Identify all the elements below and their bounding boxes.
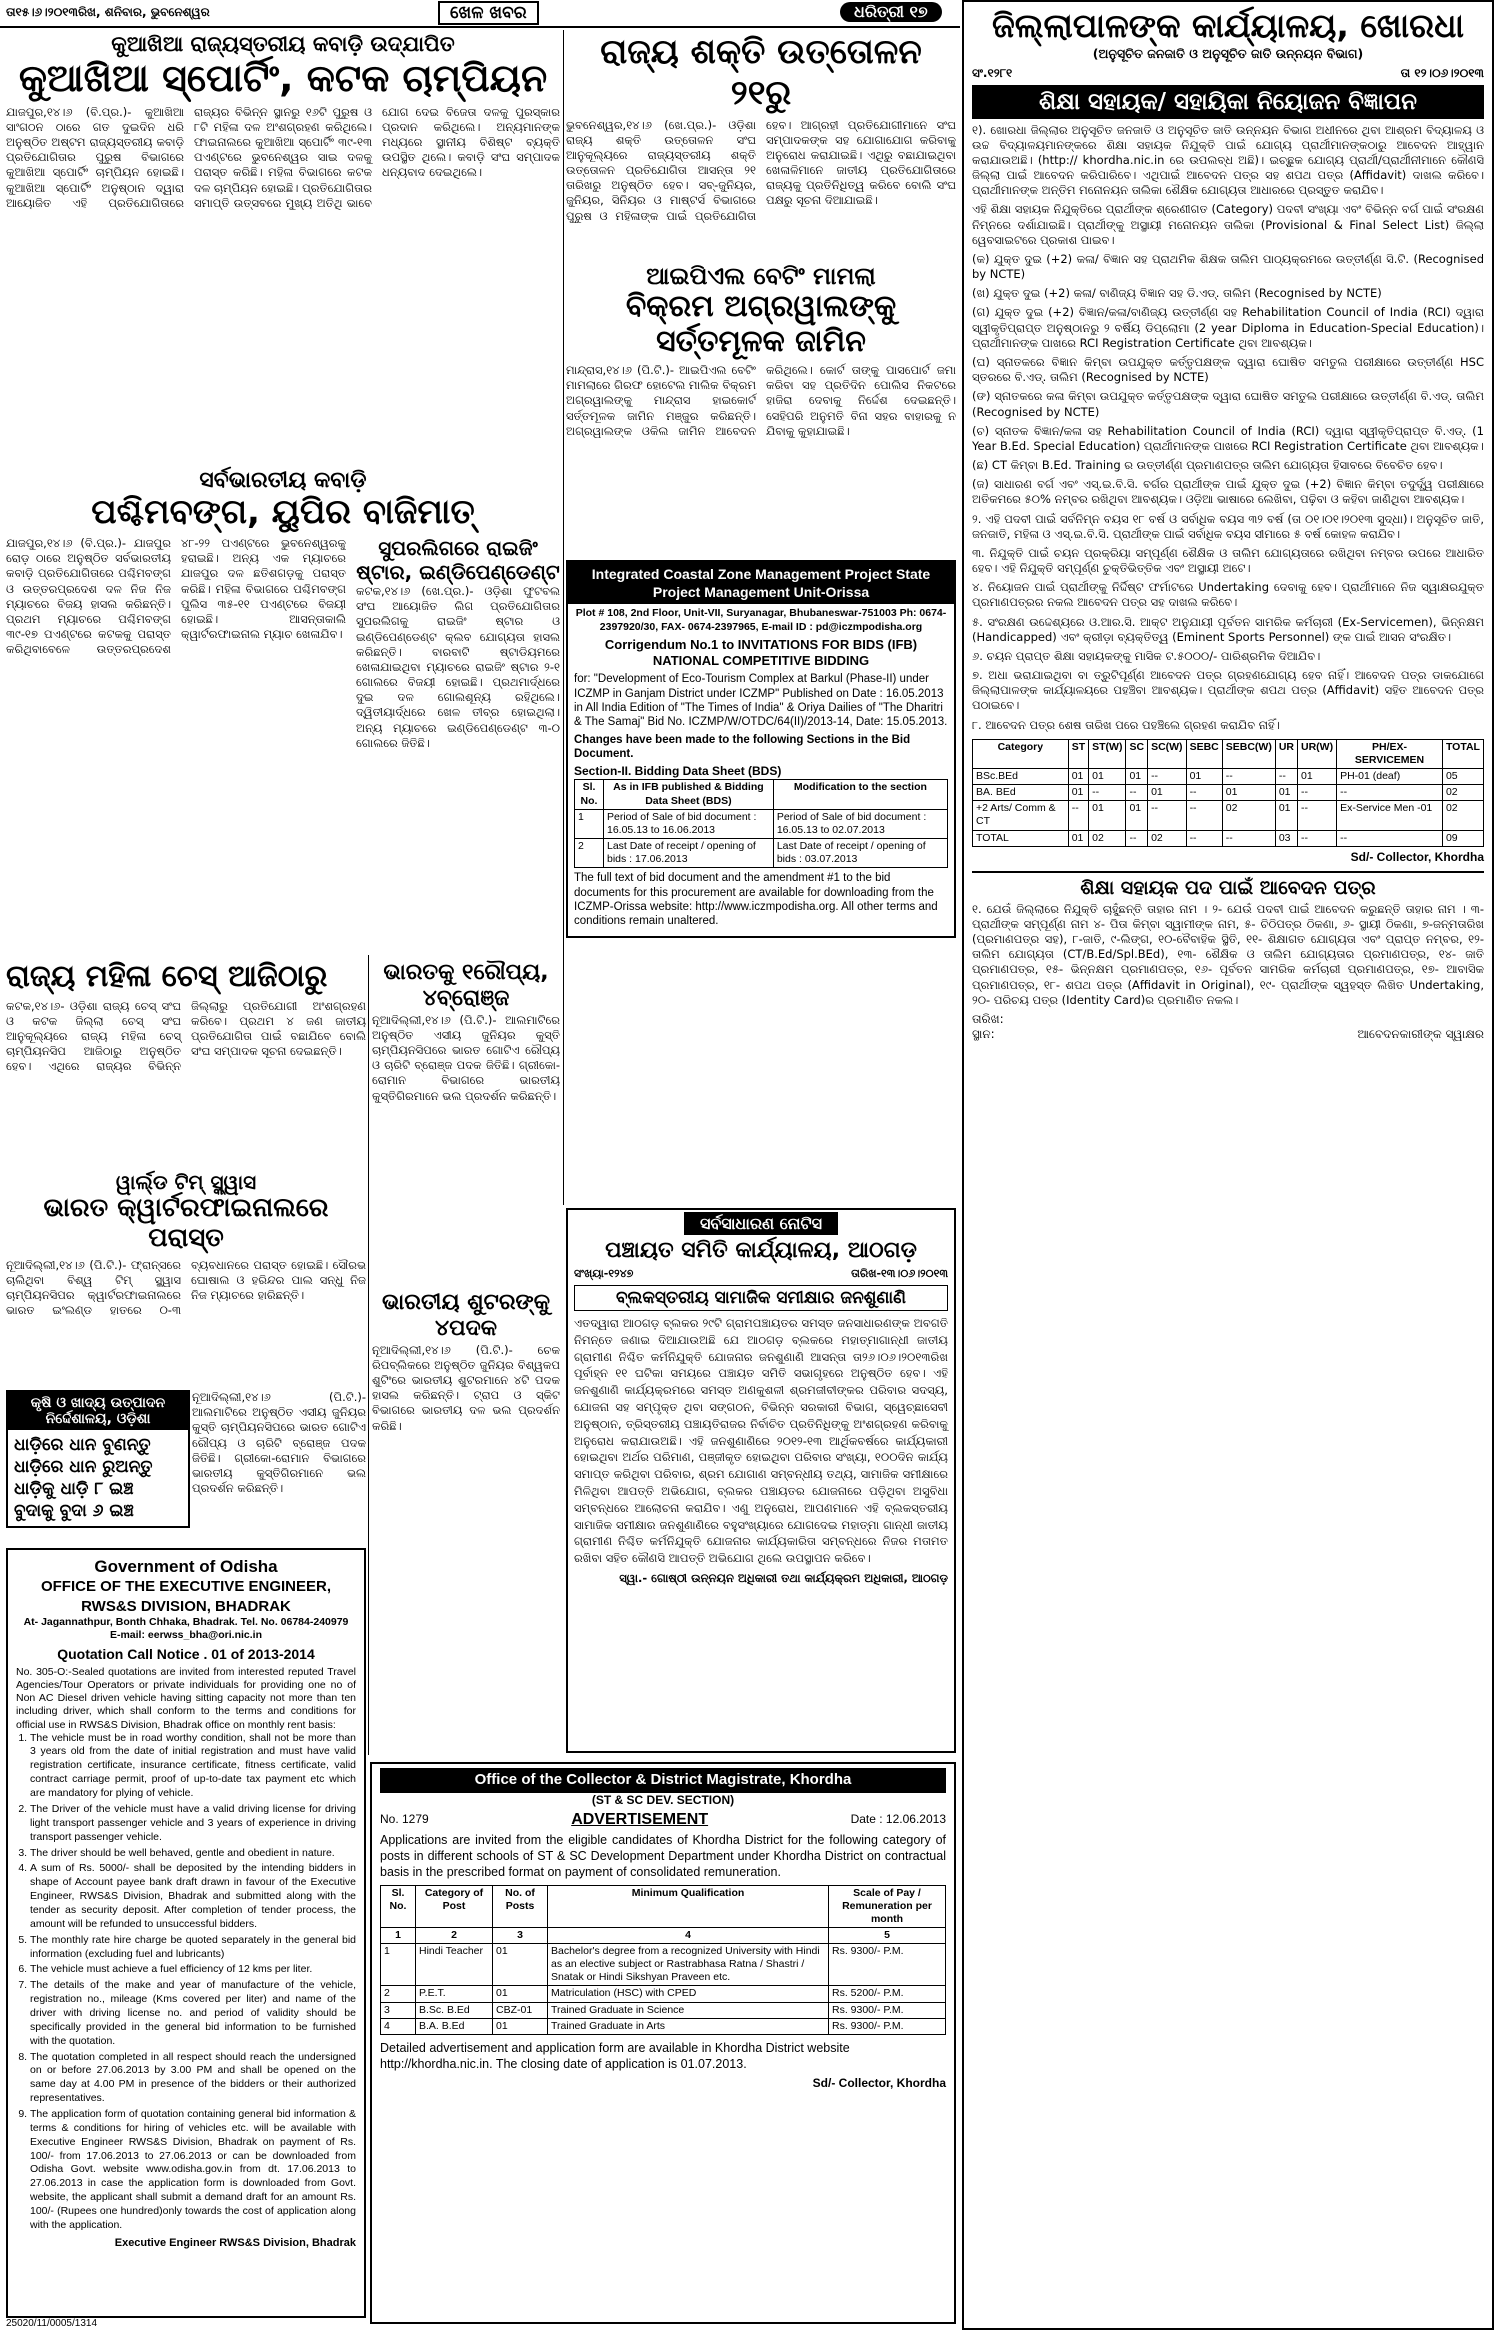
story-chess-headline: ରାଜ୍ୟ ମହିଳା ଚେସ୍ ଆଜିଠାରୁ [6, 959, 328, 994]
collector-ref-no: ସଂ.୧୨୮୧ [972, 65, 1013, 80]
story-shooting-headline: ଭାରତୀୟ ଶୁଟରଙ୍କୁ ୪ପଦକ [381, 1290, 551, 1342]
table-cell: -- [1068, 801, 1088, 830]
table-cell: 01 [1222, 785, 1275, 801]
quotation-code: 25020/11/0005/1314 [6, 2318, 98, 2329]
collector-point: ୧). ଖୋରଧା ଜିଲ୍ଲାର ଅନୁସୂଚିତ ଜନଜାତି ଓ ଅନୁସୂଚିତ ଜାତି ଉନ୍ନୟନ ବିଭାଗ ଅଧୀନରେ ଥିବା ଆଶ୍ରମ ବିଦ୍ୟାଳୟ ଓ ଉଚ୍ଚ ବିଦ୍ୟାଳୟମାନଙ୍କରେ ଶିକ୍ଷା ସହାୟକ ନିଯୁକ୍ତି ପାଇଁ ଯୋଗ୍ୟ ପ୍ରାର୍ଥୀମାନଙ୍କଠାରୁ ଆବେଦନ ଆହ୍ୱାନ କରାଯାଉଅଛି। (http:// khordha.nic.in ରେ ଉପଲବ୍ଧ ଅଛି)। ଇଚ୍ଛୁକ ଯୋଗ୍ୟ ପ୍ରାର୍ଥୀ/ପ୍ରାର୍ଥୀନୀମାନେ କୌଣସି ଜିଲ୍ଲା ପାଇଁ ଆବେଦନ କରିପାରିବେ। ଏଥିପାଇଁ ଆବେଦନ ପତ୍ର ସହ ଶପଥ ପତ୍ର (Affidavit) ଦାଖଲ କରିବେ। ପ୍ରାର୍ଥୀମାନଙ୍କ ଅନ୍ତିମ ମନୋନୟନ ତାଲିକା ଶୈକ୍ଷିକ ଯୋଗ୍ୟତା ଆଧାରରେ ପ୍ରସ୍ତୁତ କରାଯିବ। [972, 122, 1484, 198]
panchayat-body: ଏତଦ୍ୱାରା ଆଠଗଡ଼ ବ୍ଲକର ୨୯ଟି ଗ୍ରାମପଞ୍ଚାୟତର ସମସ୍ତ ଜନସାଧାରଣଙ୍କ ଅବଗତି ନିମନ୍ତେ ଜଣାଇ ଦିଆଯାଉଅଛି ଯେ ଆଠଗଡ଼ ବ୍ଲକରେ ମହାତ୍ମାଗାନ୍ଧୀ ଜାତୀୟ ଗ୍ରାମୀଣ ନିଶ୍ଚିତ କର୍ମନିଯୁକ୍ତି ଯୋଜନାର ଜନଶୁଣାଣି ଆସନ୍ତା ତା୨୬।୦୬।୨୦୧୩ରିଖ ପୂର୍ବାହ୍ନ ୧୧ ଘଟିକା ସମୟରେ ପଞ୍ଚାୟତ ସମିତି ସଭାଗୃହରେ ଅନୁଷ୍ଠିତ ହେବ। ଏହି ଜନଶୁଣାଣି କାର୍ଯ୍ୟକ୍ରମରେ ସମସ୍ତ ଅଣକୁଶଳୀ ଶ୍ରମଜୀବୀଙ୍କର ପରିବାର ସଦସ୍ୟ, ଯୋଜନା ସହ ସମ୍ପୃକ୍ତ ଥିବା ସଙ୍ଗଠନ, ବିଭିନ୍ନ ସରକାରୀ ବିଭାଗ, ସ୍ୱେଚ୍ଛାସେବୀ ଅନୁଷ୍ଠାନ, ତ୍ରିସ୍ତରୀୟ ପଞ୍ଚାୟତିରାଜର ନିର୍ବାଚିତ ପ୍ରତିନିଧିଙ୍କୁ ଅଂଶଗ୍ରହଣ କରିବାକୁ ଅନୁରୋଧ କରାଯାଉଅଛି। ଏହି ଜନଶୁଣାଣିରେ ୨୦୧୨-୧୩ ଆର୍ଥିକବର୍ଷରେ କାର୍ଯ୍ୟକାରୀ ହୋଇଥିବା ଅର୍ଥର ପରିମାଣ, ପଞ୍ଜୀକୃତ ହୋଇଥିବା ପରିବାର ସଂଖ୍ୟା, ୧୦୦ଦିନ କାର୍ଯ୍ୟ ସମାପ୍ତ କରିଥିବା ପରିବାର, ଶ୍ରମ ଯୋଗାଣ ସମ୍ବନ୍ଧୀୟ ତଥ୍ୟ, ସାମାଜିକ ସମୀକ୍ଷାରେ ମିଳିଥିବା ଆପତ୍ତି ଅଭିଯୋଗ, ବ୍ଲକର ପଞ୍ଚାୟତର ଯୋଜନାରେ ପଡ଼ିଥିବା ଅସୁବିଧା ସମ୍ବନ୍ଧରେ ଆଲୋଚନା କରାଯିବ। ଏଣୁ ଅନୁରୋଧ, ଆପଣମାନେ ଏହି ବ୍ଲକସ୍ତରୀୟ ସାମାଜିକ ସମୀକ୍ଷାର ଜନଶୁଣାଣିରେ ବହୁସଂଖ୍ୟାରେ ଯୋଗଦେଇ ମହାତ୍ମା ଗାନ୍ଧୀ ଜାତୀୟ ଗ୍ରାମୀଣ ନିଶ୍ଚିତ କର୍ମନିଯୁକ୍ତି ଯୋଜନାର କାର୍ଯ୍ୟକାରିତା ସମ୍ବନ୍ଧରେ ନିଜର ମତାମତ ରଖିବା ସହିତ କୌଣସି ଆପତ୍ତି ଅଭିଯୋଗ ଥିଲେ ଉପସ୍ଥାପନ କରିବେ। [574, 1316, 948, 1566]
table-head-cell: Sl. No. [381, 1885, 416, 1927]
collector-point: ୩. ନିଯୁକ୍ତି ପାଇଁ ଚୟନ ପ୍ରକ୍ରିୟା ସମ୍ପୂର୍ଣ୍ଣ ଶୈକ୍ଷିକ ଓ ତାଲିମ ଯୋଗ୍ୟତାରେ ରଖିଥିବା ନମ୍ବର ଉପରେ ଆଧାରିତ ହେବ। ଏହି ନିଯୁକ୍ତି ସମ୍ପୂର୍ଣ୍ଣ ଚୁକ୍ତିଭିତ୍ତିକ ଏବଂ ଅସ୍ଥାୟୀ ଅଟେ। [972, 545, 1484, 576]
panchayat-title: ବ୍ଲକସ୍ତରୀୟ ସାମାଜିକ ସମୀକ୍ଷାର ଜନଶୁଣାଣି [574, 1285, 948, 1311]
story-kuakhia-body: ଯାଜପୁର,୧୪।୬ (ବି.ପ୍ର.)- କୁଆଖିଆ ସାଂଗଠନ ଠାରେ ଗତ ଦୁଇଦିନ ଧରି ଅନୁଷ୍ଠିତ ଅଷ୍ଟମ ରାଜ୍ୟସ୍ତରୀୟ କବାଡ଼ି ପ୍ରତିଯୋଗିତାର ପୁରୁଷ ବିଭାଗରେ କୁଆଖିଆ ସ୍ପୋର୍ଟିଂ ଚାମ୍ପିୟନ ହୋଇଛି। କୁଆଖିଆ ସ୍ପୋର୍ଟିଂ ଅନୁଷ୍ଠାନ ଦ୍ୱାରା ଆୟୋଜିତ ଏହି ପ୍ରତିଯୋଗିତାରେ ରାଜ୍ୟର ବିଭିନ୍ନ ସ୍ଥାନରୁ ୧୬ଟି ପୁରୁଷ ଓ ୮ଟି ମହିଳା ଦଳ ଅଂଶଗ୍ରହଣ କରିଥିଲେ। ଫାଇନାଲରେ କୁଆଖିଆ ସ୍ପୋର୍ଟିଂ ୩୯-୧୩ ପଏଣ୍ଟରେ ଭୁବନେଶ୍ୱର ସାଇ ଦଳକୁ ପରାସ୍ତ କରିଛି। ମହିଳା ବିଭାଗରେ କଟକ ଦଳ ଚାମ୍ପିୟନ ହୋଇଛି। ପ୍ରତିଯୋଗିତାର ସମାପ୍ତି ଉତ୍ସବରେ ମୁଖ୍ୟ ଅତିଥି ଭାବେ ଯୋଗ ଦେଇ ବିଜେତା ଦଳକୁ ପୁରସ୍କାର ପ୍ରଦାନ କରିଥିଲେ। ଅନ୍ୟମାନଙ୍କ ମଧ୍ୟରେ ସ୍ଥାନୀୟ ବିଶିଷ୍ଟ ବ୍ୟକ୍ତି ଉପସ୍ଥିତ ଥିଲେ। କବାଡ଼ି ସଂଘ ସମ୍ପାଦକ ଧନ୍ୟବାଦ ଦେଇଥିଲେ। [6, 104, 560, 210]
table-head-cell: SC [1126, 739, 1148, 768]
iczm-footer: The full text of bid document and the amendment #1 to the bid documents for this procurement are available for downloading from the ICZMP-Orissa website: http://www.iczmpodisha.org. All other terms and conditions remain unaltered. [574, 872, 938, 928]
collector-point: (କ) ଯୁକ୍ତ ଦୁଇ (+2) କଳା/ ବିଜ୍ଞାନ ସହ ପ୍ରାଥମିକ ଶିକ୍ଷକ ତାଲିମ ପାଠ୍ୟକ୍ରମରେ ଉତ୍ତୀର୍ଣ୍ଣ ସି.ଟି. (Recognised by NCTE) [972, 251, 1484, 282]
table-cell: Trained Graduate in Arts [548, 2018, 829, 2034]
story-ipl [566, 262, 956, 557]
story-kuakhia-kicker: କୁଆଖିଆ ରାଜ୍ୟସ୍ତରୀୟ କବାଡ଼ି ଉଦ୍‌ଯାପିତ [111, 32, 455, 56]
table-cell: P.E.T. [416, 1986, 493, 2002]
table-cell: 01 [1068, 830, 1088, 846]
table-cell: 05 [1442, 769, 1483, 785]
column-rule [368, 955, 369, 1755]
story-kabaddi-kicker: ସର୍ବଭାରତୀୟ କବାଡ଼ି [199, 468, 367, 493]
collector-point: ୬. ଚୟନ ପ୍ରାପ୍ତ ଶିକ୍ଷା ସହାୟକଙ୍କୁ ମାସିକ ଟ.୫୦୦୦/- ପାରିଶ୍ରମିକ ଦିଆଯିବ। [972, 648, 1321, 663]
table-cell: Last Date of receipt / opening of bids : 17.06.2013 [604, 838, 774, 867]
quotation-email: E-mail: eerwss_bha@ori.nic.in [109, 1629, 263, 1642]
table-cell: Ex-Service Men -01 [1337, 801, 1443, 830]
table-cell: -- [1126, 785, 1148, 801]
collector-subtitle: (ଅନୁସୂଚିତ ଜନଜାତି ଓ ଅନୁସୂଚିତ ଜାତି ଉନ୍ନୟନ ବିଭାଗ) [1092, 45, 1364, 61]
collector-point: ୭. ଅଧା ଭରାଯାଇଥିବା ବା ତ୍ରୁଟିପୂର୍ଣ୍ଣ ଆବେଦନ ପତ୍ର ଗ୍ରହଣଯୋଗ୍ୟ ହେବ ନାହିଁ। ଆବେଦନ ପତ୍ର ଡାକଯୋଗେ ଜିଲ୍ଲାପାଳଙ୍କ କାର୍ଯ୍ୟାଳୟରେ ପହଞ୍ଚିବା ଆବଶ୍ୟକ। ପ୍ରାର୍ଥୀଙ୍କ ଶପଥ ପତ୍ର (Affidavit) ସହିତ ଆବେଦନ ପତ୍ର ପଠାଇବେ। [972, 668, 1484, 713]
panchayat-banner: ସର୍ବସାଧାରଣ ନୋଟିସ [684, 1212, 838, 1235]
story-superleague-headline: ସୁପରଲିଗରେ ରାଇଜିଂ ଷ୍ଟାର, ଇଣ୍ଡିପେଣ୍ଡେଣ୍ଟ [356, 536, 560, 585]
collector-sign: Sd/- Collector, Khordha [1350, 849, 1484, 864]
collector-point: ୫. ସଂରକ୍ଷଣ ଉଦ୍ଦେଶ୍ୟରେ ଓ.ଆର.ସି. ଆକ୍ଟ ଅନୁଯାୟୀ ପୂର୍ବତନ ସାମରିକ କର୍ମଚାରୀ (Ex-Servicemen), ଭିନ୍ନକ୍ଷମ (Handicapped) ଏବଂ କ୍ରୀଡ଼ା ବ୍ୟକ୍ତିତ୍ୱ (Eminent Sports Personnel) ଙ୍କ ପାଇଁ ଆସନ ସଂରକ୍ଷିତ। [972, 614, 1484, 644]
story-kabaddi-body: ଯାଜପୁର,୧୪।୬ (ବି.ପ୍ର.)- ଯାଜପୁର ରୋଡ଼ ଠାରେ ଅନୁଷ୍ଠିତ ସର୍ବଭାରତୀୟ କବାଡ଼ି ପ୍ରତିଯୋଗିତାରେ ପଶ୍ଚିମବଙ୍ଗ ଓ ଉତ୍ତରପ୍ରଦେଶ ଦଳ ନିଜ ନିଜ ମ୍ୟାଚରେ ବିଜୟ ହାସଲ କରିଛନ୍ତି। ପ୍ରଥମ ମ୍ୟାଚରେ ପଶ୍ଚିମବଙ୍ଗ ୩୯-୧୭ ପଏଣ୍ଟରେ କଟକକୁ ପରାସ୍ତ କରିଥିବାବେଳେ ଉତ୍ତରପ୍ରଦେଶ ୪୮-୨୨ ପଏଣ୍ଟରେ ଭୁବନେଶ୍ୱରକୁ ହରାଇଛି। ଅନ୍ୟ ଏକ ମ୍ୟାଚରେ ଯାଜପୁର ଦଳ ଛତିଶଗଡ଼କୁ ପରାସ୍ତ କରିଛି। ମହିଳା ବିଭାଗରେ ପଶ୍ଚିମବଙ୍ଗ ପୁଲିସ ୩୫-୧୧ ପଏଣ୍ଟରେ ବିଜୟୀ ହୋଇଛି। ଆସନ୍ତାକାଲି କ୍ୱାର୍ଟରଫାଇନାଲ ମ୍ୟାଚ ଖେଳାଯିବ। [6, 536, 346, 657]
table-head-cell: 3 [493, 1927, 548, 1943]
quotation-terms [16, 1732, 356, 2233]
iczm-changes: Changes have been made to the following Sections in the Bid Document. [574, 733, 911, 760]
collector-point: ୪. ନିୟୋଜନ ପାଇଁ ପ୍ରାର୍ଥୀଙ୍କୁ ନିର୍ଦ୍ଦିଷ୍ଟ ଫର୍ମାଟରେ Undertaking ଦେବାକୁ ହେବ। ପ୍ରାର୍ଥୀମାନେ ନିଜ ସ୍ୱାକ୍ଷରଯୁକ୍ତ ପ୍ରମାଣପତ୍ରର ନକଲ ଆବେଦନ ପତ୍ର ସହ ଦାଖଲ କରିବେ। [972, 580, 1484, 610]
table-cell: 01 [493, 1986, 548, 2002]
khordha-adv-body: Applications are invited from the eligible candidates of Khordha District for the following category of posts in different schools of ST & SC Development Department under Khordha District on contractual basis in the prescribed format on payment of consolidated remuneration. [380, 1832, 946, 1880]
story-chess-body: କଟକ,୧୪।୬- ଓଡ଼ିଶା ରାଜ୍ୟ ଚେସ୍ ସଂଘ ଓ କଟକ ଜିଲ୍ଲା ଚେସ୍ ସଂଘ ଆନୁକୂଲ୍ୟରେ ରାଜ୍ୟ ମହିଳା ଚେସ୍ ଚାମ୍ପିୟନସିପ ଆଜିଠାରୁ ଅନୁଷ୍ଠିତ ହେବ। ଏଥିରେ ରାଜ୍ୟର ବିଭିନ୍ନ ଜିଲ୍ଲାରୁ ପ୍ରତିଯୋଗୀ ଅଂଶଗ୍ରହଣ କରିବେ। ପ୍ରଥମ ୪ ଜଣ ଜାତୀୟ ପ୍ରତିଯୋଗିତା ପାଇଁ ବଛାଯିବେ ବୋଲି ସଂଘ ସମ୍ପାଦକ ସୂଚନା ଦେଇଛନ୍ତି। [6, 998, 366, 1074]
table-cell: 02 [1148, 830, 1187, 846]
ad-krushi-title: କୃଷି ଓ ଖାଦ୍ୟ ଉତ୍ପାଦନ ନିର୍ଦ୍ଦେଶାଳୟ, ଓଡ଼ିଶା [8, 1392, 188, 1430]
quotation-term: 9. The application form of quotation containing general bid information & terms & conditions for hiring of vehicles etc. will be available with Executive Engineer RWS&S Division, Bhadrak on payment of Rs. 100/- from 17.06.2013 to 27.06.2013 or can be downloaded from Odisha Govt. website www.odisha.gov.in from dt. 17.06.2013 to 27.06.2013 in case the application form is downloaded from Govt. website, the applicant shall submit a demand draft for an amount Rs. 100/- (Rupees one hundred)only towards the cost of application along with the application. [30, 2108, 356, 2233]
ad-krushi-line: ବୁଦାକୁ ବୁଦା ୬ ଇଞ୍ଚ [14, 1501, 134, 1522]
iczm-body: for: "Development of Eco-Tourism Complex at Barkul (Phase-II) under ICZMP in Ganjam District under ICZMP" Published on Date : 16.05.2013 in All India Edition of "The Times of India" & Oriya Dailies of "The Dharitri & The Samaj" Bid No. ICZMP/W/OTDC/64(II)/2013-14, Date: 15.05.2013. [574, 673, 948, 729]
story-squash [6, 1170, 366, 1357]
collector-title: ଜିଲ୍ଲାପାଳଙ୍କ କାର୍ଯ୍ୟାଳୟ, ଖୋରଧା [991, 6, 1465, 45]
story-bronze-body: ନୂଆଦିଲ୍ଲୀ,୧୪।୬ (ପି.ଟି.)- ଆଲମାଟିରେ ଅନୁଷ୍ଠିତ ଏସୀୟ ଜୁନିୟର କୁସ୍ତି ଚାମ୍ପିୟନସିପରେ ଭାରତ ଗୋଟିଏ ରୌପ୍ୟ ଓ ଚାରିଟି ବ୍ରୋଞ୍ଜ ପଦକ ଜିତିଛି। ଗ୍ରୀକୋ-ରୋମାନ ବିଭାଗରେ ଭାରତୀୟ କୁସ୍ତିଗିରମାନେ ଭଲ ପ୍ରଦର୍ଶନ କରିଛନ୍ତି। [372, 1012, 560, 1103]
story-ipl-kicker: ଆଇପିଏଲ ବେଟିଂ ମାମଲା [646, 262, 876, 290]
table-cell: +2 Arts/ Comm & CT [973, 801, 1069, 830]
quotation-office: OFFICE OF THE EXECUTIVE ENGINEER, RWS&S DIVISION, BHADRAK [40, 1578, 332, 1615]
collector-point: (ଜ) ସାଧାରଣ ବର୍ଗ ଏବଂ ଏସ୍.ଇ.ବି.ସି. ବର୍ଗର ପ୍ରାର୍ଥୀଙ୍କ ପାଇଁ ଯୁକ୍ତ ଦୁଇ (+2) ବିଜ୍ଞାନ କିମ୍ବା ତଦୁର୍ଦ୍ଧ୍ୱ ପରୀକ୍ଷାରେ ଅତିକମରେ ୫୦% ନମ୍ବର ରଖିଥିବା ଆବଶ୍ୟକ। ଓଡ଼ିଆ ଭାଷାରେ ଲେଖିବା, ପଢ଼ିବା ଓ କହିବା ଜାଣିଥିବା ଆବଶ୍ୟକ। [972, 477, 1484, 507]
table-head-cell: Category [973, 739, 1069, 768]
dateline: ତା୧୫।୬।୨୦୧୩ରିଖ, ଶନିବାର, ଭୁବନେଶ୍ୱର [6, 5, 210, 19]
table-head-cell: ST(W) [1089, 739, 1126, 768]
quotation-term: 3. The driver should be well behaved, gentle and obedient in nature. [30, 1847, 356, 1861]
story-superleague-body: କଟକ,୧୪।୬ (ଖେ.ପ୍ର.)- ଓଡ଼ିଶା ଫୁଟବଲ ସଂଘ ଆୟୋଜିତ ଲିଗ ପ୍ରତିଯୋଗିତାର ସୁପରଲିଗକୁ ରାଇଜିଂ ଷ୍ଟାର ଓ ଇଣ୍ଡିପେଣ୍ଡେଣ୍ଟ କ୍ଲବ ଯୋଗ୍ୟତା ହାସଲ କରିଛନ୍ତି। ବାରବାଟି ଷ୍ଟାଡିୟମରେ ଖେଳାଯାଇଥିବା ମ୍ୟାଚରେ ରାଇଜିଂ ଷ୍ଟାର ୨-୧ ଗୋଲରେ ବିଜୟୀ ହୋଇଛି। ପ୍ରଥମାର୍ଦ୍ଧରେ ଦୁଇ ଦଳ ଗୋଲଶୂନ୍ୟ ରହିଥିଲେ। ଦ୍ୱିତୀୟାର୍ଦ୍ଧରେ ଖେଳ ତୀବ୍ର ହୋଇଥିଲା। ଅନ୍ୟ ମ୍ୟାଚରେ ଇଣ୍ଡିପେଣ୍ଡେଣ୍ଟ ୩-୦ ଗୋଲରେ ଜିତିଛି। [356, 584, 560, 750]
table-cell: 01 [1089, 769, 1126, 785]
table-cell: 02 [1442, 801, 1483, 830]
table-cell: 01 [1275, 785, 1297, 801]
application-title: ଶିକ୍ଷା ସହାୟକ ପଦ ପାଇଁ ଆବେଦନ ପତ୍ର [1080, 876, 1376, 899]
table-cell: Rs. 9300/- P.M. [829, 1944, 946, 1986]
table-cell: 01 [493, 1944, 548, 1986]
table-cell: 01 [1275, 801, 1297, 830]
table-cell: -- [1089, 785, 1126, 801]
khordha-adv-sign: Sd/- Collector, Khordha [812, 2076, 946, 2091]
khordha-adv-table [380, 1885, 946, 2035]
iczm-col-head: Modification to the section [773, 780, 947, 809]
story-shooting-body: ନୂଆଦିଲ୍ଲୀ,୧୪।୬ (ପି.ଟି.)- ଚେକ ରିପବ୍ଲିକରେ ଅନୁଷ୍ଠିତ ଜୁନିୟର ବିଶ୍ୱକପ ଶୁଟିଂରେ ଭାରତୀୟ ଶୁଟରମାନେ ୪ଟି ପଦକ ହାସଲ କରିଛନ୍ତି। ଟ୍ରାପ ଓ ସ୍କିଟ ବିଭାଗରେ ଭାରତୀୟ ଦଳ ଭଲ ପ୍ରଦର୍ଶନ କରିଛି। [372, 1342, 560, 1433]
iczm-table [574, 779, 948, 868]
application-form [972, 871, 1484, 1042]
application-date: ତାରିଖ: [972, 1011, 1004, 1026]
panchayat-sign: ସ୍ୱା.- ଗୋଷ୍ଠୀ ଉନ୍ନୟନ ଅଧିକାରୀ ତଥା କାର୍ଯ୍ୟକ୍ରମ ଅଧିକାରୀ, ଆଠଗଡ଼ [619, 1570, 948, 1585]
table-head-cell: PH/EX-SERVICEMEN [1337, 739, 1443, 768]
iczm-title: Integrated Coastal Zone Management Project State Project Management Unit-Orissa [568, 562, 954, 604]
collector-point: (ଚ) ସ୍ନାତକ ବିଜ୍ଞାନ/କଳା ସହ Rehabilitation Council of India (RCI) ଦ୍ୱାରା ସ୍ୱୀକୃତିପ୍ରାପ୍ତ ବି.ଏଡ୍. (1 Year B.Ed. Special Education) ପ୍ରାର୍ଥୀମାନଙ୍କ ପାଖରେ RCI Registration Certificate ଥିବା ଆବଶ୍ୟକ। [972, 423, 1484, 453]
table-cell: 01 [1186, 769, 1222, 785]
section-label: ଖେଳ ଖବର [438, 1, 539, 25]
story-powerlifting [566, 32, 956, 292]
ad-krushi [6, 1390, 190, 1528]
table-row [381, 1944, 946, 1986]
khordha-adv-date: Date : 12.06.2013 [850, 1812, 946, 1827]
table-cell: -- [1186, 785, 1222, 801]
panchayat-office: ପଞ୍ଚାୟତ ସମିତି କାର୍ଯ୍ୟାଳୟ, ଆଠଗଡ଼ [605, 1238, 917, 1263]
ad-krushi-line: ଧାଡ଼ିକୁ ଧାଡ଼ି ୮ ଇଞ୍ଚ [14, 1479, 134, 1500]
table-cell: 01 [493, 2018, 548, 2034]
iczm-section: Section-II. Bidding Data Sheet (BDS) [574, 764, 782, 779]
table-head-cell: SEBC(W) [1222, 739, 1275, 768]
collector-point: ଏହି ଶିକ୍ଷା ସହାୟକ ନିଯୁକ୍ତିରେ ପ୍ରାର୍ଥୀଙ୍କ ଶ୍ରେଣୀଗତ (Category) ପଦବୀ ସଂଖ୍ୟା ଏବଂ ବିଭିନ୍ନ ବର୍ଗ ପାଇଁ ସଂରକ୍ଷଣ ନିମ୍ନରେ ଦର୍ଶାଯାଇଛି। ପ୍ରାର୍ଥୀଙ୍କୁ ଅସ୍ଥାୟୀ ମନୋନୟନ ତାଲିକା (Provisional & Final Select List) ଜିଲ୍ଲା ୱେବସାଇଟରେ ପ୍ରକାଶ ପାଇବ। [972, 202, 1484, 247]
panchayat-notice [566, 1208, 956, 1753]
table-cell: -- [1298, 830, 1337, 846]
quotation-term: 2. The Driver of the vehicle must have a valid driving license for driving light transport passenger vehicle and 3 years of experience in driving transport passenger vehicle. [30, 1803, 356, 1845]
story-powerlifting-body: ଭୁବନେଶ୍ୱର,୧୪।୬ (ଖେ.ପ୍ର.)- ଓଡ଼ିଶା ରାଜ୍ୟ ଶକ୍ତି ଉତ୍ତୋଳନ ସଂଘ ଆନୁକୂଲ୍ୟରେ ରାଜ୍ୟସ୍ତରୀୟ ଶକ୍ତି ଉତ୍ତୋଳନ ପ୍ରତିଯୋଗିତା ଆସନ୍ତା ୨୧ ତାରିଖରୁ ଅନୁଷ୍ଠିତ ହେବ। ସବ୍-ଜୁନିୟର, ଜୁନିୟର, ସିନିୟର ଓ ମାଷ୍ଟର୍ସ ବିଭାଗରେ ପୁରୁଷ ଓ ମହିଳାଙ୍କ ପାଇଁ ପ୍ରତିଯୋଗିତା ହେବ। ଆଗ୍ରହୀ ପ୍ରତିଯୋଗୀମାନେ ସଂଘ ସମ୍ପାଦକଙ୍କ ସହ ଯୋଗାଯୋଗ କରିବାକୁ ଅନୁରୋଧ କରାଯାଇଛି। ଏଥିରୁ ବଛାଯାଇଥିବା ଖେଳାଳିମାନେ ଜାତୀୟ ପ୍ରତିଯୋଗିତାରେ ରାଜ୍ୟକୁ ପ୍ରତିନିଧିତ୍ୱ କରିବେ ବୋଲି ସଂଘ ପକ୍ଷରୁ ସୂଚନା ଦିଆଯାଇଛି। [566, 117, 956, 223]
quotation-term: 6. The vehicle must achieve a fuel efficiency of 12 kms per liter. [30, 1963, 356, 1977]
table-head-cell: 5 [829, 1927, 946, 1943]
khordha-advertisement [370, 1762, 956, 2324]
collector-banner: ଶିକ୍ଷା ସହାୟକ/ ସହାୟିକା ନିୟୋଜନ ବିଜ୍ଞାପନ [972, 85, 1484, 119]
table-cell: CBZ-01 [493, 2002, 548, 2018]
table-head-cell: SC(W) [1148, 739, 1187, 768]
table-cell: B.Sc. B.Ed [416, 2002, 493, 2018]
quotation-intro: No. 305-O:-Sealed quotations are invited from interested reputed Travel Agencies/Tour Operators or private individuals for providing one no of Non AC Diesel driven vehicle having sitting capacity not more than ten including driver, which shall conform to the terms and conditions for official use in RWS&S Division, Bhadrak office on monthly rent basis: [16, 1666, 356, 1731]
khordha-adv-dept: (ST & SC DEV. SECTION) [591, 1792, 735, 1807]
story-ipl-headline: ବିକ୍ରମ ଅଗ୍ରୱାଲଙ୍କୁ ସର୍ତ୍ତମୂଳକ ଜାମିନ [625, 289, 897, 359]
table-cell: -- [1186, 830, 1222, 846]
table-cell: PH-01 (deaf) [1337, 769, 1443, 785]
collector-ref-date: ତା ୧୨।୦୬।୨୦୧୩ [1400, 65, 1484, 80]
khordha-adv-footer: Detailed advertisement and application form are available in Khordha District website http://khordha.nic.in. The closing date of application is 01.07.2013. [380, 2040, 850, 2071]
table-row [381, 2018, 946, 2034]
table-row [973, 785, 1484, 801]
table-cell: 1 [575, 809, 604, 838]
story-ipl-body: ମାନ୍ଦ୍ରାସ,୧୪।୬ (ପି.ଟି.)- ଆଇପିଏଲ ବେଟିଂ ମାମଲାରେ ଗିରଫ ହୋଟେଲ ମାଲିକ ବିକ୍ରମ ଅଗ୍ରୱାଲଙ୍କୁ ମାନ୍ଦ୍ରାସ ହାଇକୋର୍ଟ ସର୍ତ୍ତମୂଳକ ଜାମିନ ମଞ୍ଜୁର କରିଛନ୍ତି। ଅଗ୍ରୱାଲଙ୍କ ଓକିଲ ଜାମିନ ଆବେଦନ କରିଥିଲେ। କୋର୍ଟ ତାଙ୍କୁ ପାସପୋର୍ଟ ଜମା କରିବା ସହ ପ୍ରତିଦିନ ପୋଲିସ ନିକଟରେ ହାଜିରା ଦେବାକୁ ନିର୍ଦ୍ଦେଶ ଦେଇଛନ୍ତି। ସେହିପରି ଅନୁମତି ବିନା ସହର ବାହାରକୁ ନ ଯିବାକୁ କୁହାଯାଇଛି। [566, 363, 956, 438]
table-head-cell: SEBC [1186, 739, 1222, 768]
table-cell: Rs. 5200/- P.M. [829, 1986, 946, 2002]
table-cell: 2 [381, 1986, 416, 2002]
story-shooting [372, 1290, 560, 1667]
iczm-col-head: Sl. No. [575, 780, 604, 809]
quotation-sign: Executive Engineer RWS&S Division, Bhadrak [114, 2236, 356, 2249]
table-cell: -- [1337, 785, 1443, 801]
table-cell: 02 [1442, 785, 1483, 801]
story-kuakhia [6, 32, 560, 409]
story-chess [6, 960, 366, 1183]
application-body: ୧. ଯେଉଁ ଜିଲ୍ଲାରେ ନିଯୁକ୍ତି ଚାହୁଁଛନ୍ତି ତାହାର ନାମ । ୨- ଯେଉଁ ପଦବୀ ପାଇଁ ଆବେଦନ କରୁଛନ୍ତି ତାହାର ନାମ । ୩- ପ୍ରାର୍ଥୀଙ୍କ ସମ୍ପୂର୍ଣ୍ଣ ନାମ ୪- ପିତା କିମ୍ବା ସ୍ୱାମୀଙ୍କ ନାମ, ୫- ଚିଠିପତ୍ର ଠିକଣା, ୬- ସ୍ଥାୟୀ ଠିକଣା, ୭-ଜନ୍ମତାରିଖ (ପ୍ରମାଣପତ୍ର ସହ), ୮-ଜାତି, ୯-ଲିଙ୍ଗ, ୧୦-ବୈବାହିକ ସ୍ଥିତି, ୧୧- ଶିକ୍ଷାଗତ ଯୋଗ୍ୟତା ଏବଂ ପ୍ରାପ୍ତ ନମ୍ବର, ୧୨- ତାଲିମ ଯୋଗ୍ୟତା (CT/B.Ed/Spl.BEd), ୧୩- ଶୈକ୍ଷିକ ଓ ତାଲିମ ଯୋଗ୍ୟତାର ପ୍ରମାଣପତ୍ର, ୧୪- ଜାତି ପ୍ରମାଣପତ୍ର, ୧୫- ଭିନ୍ନକ୍ଷମ ପ୍ରମାଣପତ୍ର, ୧୬- ପୂର୍ବତନ ସାମରିକ କର୍ମଚାରୀ ପ୍ରମାଣପତ୍ର, ୧୭- ଆବାସିକ ପ୍ରମାଣପତ୍ର, ୧୮- ଶପଥ ପତ୍ର (Affidavit in Original), ୧୯- ପ୍ରାର୍ଥୀଙ୍କ ସ୍ୱହସ୍ତ ଲିଖିତ Undertaking, ୨୦- ପରିଚୟ ପତ୍ର (Identity Card)ର ପ୍ରମାଣିତ ନକଲ। [972, 901, 1484, 1007]
table-head-cell: UR(W) [1298, 739, 1337, 768]
table-cell: -- [1148, 801, 1187, 830]
ad-krushi-line: ଧାଡ଼ିରେ ଧାନ ବୁଣନ୍ତୁ [14, 1435, 151, 1455]
table-cell: Last Date of receipt / opening of bids : 03.07.2013 [773, 838, 947, 867]
table-row [575, 809, 948, 838]
table-head-cell: 1 [381, 1927, 416, 1943]
panchayat-ref-no: ସଂଖ୍ୟା-୧୨୪୭ [574, 1267, 634, 1280]
table-cell: 02 [1089, 830, 1126, 846]
collector-point: (ଗ) ଯୁକ୍ତ ଦୁଇ (+2) ବିଜ୍ଞାନ/କଳା/ବାଣିଜ୍ୟ ଉତ୍ତୀର୍ଣ୍ଣ ସହ Rehabilitation Council of India (RCI) ଦ୍ୱାରା ସ୍ୱୀକୃତିପ୍ରାପ୍ତ ଅନୁଷ୍ଠାନରୁ ୨ ବର୍ଷିୟ ଡିପ୍ଲୋମା (2 year Diploma in Education-Special Education)। ପ୍ରାର୍ଥୀମାନଙ୍କ ପାଖରେ RCI Registration Certificate ଥିବା ଆବଶ୍ୟକ। [972, 305, 1484, 350]
table-cell: 01 [1298, 769, 1337, 785]
table-head-cell: TOTAL [1442, 739, 1483, 768]
table-head-cell: No. of Posts [493, 1885, 548, 1927]
table-cell: BA. BEd [973, 785, 1069, 801]
table-head-cell: Scale of Pay / Remuneration per month [829, 1885, 946, 1927]
table-cell: 01 [1089, 801, 1126, 830]
table-cell: TOTAL [973, 830, 1069, 846]
iczm-address: Plot # 108, 2nd Floor, Unit-VII, Suryanagar, Bhubaneswar-751003 Ph: 0674-2397920/30, FAX- 0674-2397965, E-mail ID : pd@iczmpodisha.org [575, 607, 947, 633]
table-head-cell: ST [1068, 739, 1088, 768]
masthead [0, 0, 960, 28]
quotation-title: Quotation Call Notice . 01 of 2013-2014 [57, 1645, 315, 1662]
table-cell: 01 [1126, 769, 1148, 785]
panchayat-ref-date: ତାରିଖ-୧୩।୦୬।୨୦୧୩ [851, 1267, 948, 1280]
story-squash-headline: ଭାରତ କ୍ୱାର୍ଟରଫାଇନାଲରେ ପରାସ୍ତ [43, 1193, 329, 1253]
quotation-term: 1. The vehicle must be in road worthy condition, shall not be more than 3 years old from the date of initial registration and must have valid registration certificate, insurance certificate, fitness certificate, valid contract carriage permit, proof of up-to-date tax payment etc which are mandatory for plying of vehicle. [30, 1732, 356, 1801]
table-cell: -- [1148, 769, 1187, 785]
story-kuakhia-headline: କୁଆଖିଆ ସ୍ପୋର୍ଟିଂ, କଟକ ଚାମ୍ପିୟନ [18, 56, 548, 100]
table-cell: -- [1222, 830, 1275, 846]
quotation-term: 4. A sum of Rs. 5000/- shall be deposited by the intending bidders in shape of Account payee bank draft drawn in favour of the Executive Engineer, RWS&S Division, Bhadrak and submitted along with the tender as security deposit. After completion of tender process, the amount will be refunded to unsuccessful bidders. [30, 1862, 356, 1931]
table-cell: 09 [1442, 830, 1483, 846]
table-cell: Bachelor's degree from a recognized University with Hindi as an elective subject or Rastrabhasa Ratna / Shastri / Snatak or Hindi Sikshyan Praveen etc. [548, 1944, 829, 1986]
table-row [973, 801, 1484, 830]
story-squash-kicker: ୱାର୍ଲ୍ଡ ଟିମ୍ ସ୍କ୍ୱାସ [115, 1170, 257, 1194]
story-shooting-left [192, 1390, 366, 1544]
application-sign: ଆବେଦନକାରୀଙ୍କ ସ୍ୱାକ୍ଷର [1357, 1026, 1484, 1041]
quotation-term: 8. The quotation completed in all respect should reach the undersigned on or before 27.06.2013 by 3.00 PM and shall be opened on the same day at 4.00 PM in presence of the bidders or their authorized representatives. [30, 2051, 356, 2106]
table-cell: 2 [575, 838, 604, 867]
quotation-term: 5. The monthly rate hire charge be quoted separately in the general bid information (excluding fuel and lubricants) [30, 1934, 356, 1962]
table-row [381, 1986, 946, 2002]
quotation-notice [6, 1548, 366, 2318]
table-cell: 1 [381, 1944, 416, 1986]
table-cell: 01 [1126, 801, 1148, 830]
iczm-corrigendum [566, 560, 956, 938]
table-cell: Trained Graduate in Science [548, 2002, 829, 2018]
table-cell: Period of Sale of bid document : 16.05.13 to 02.07.2013 [773, 809, 947, 838]
table-cell: 4 [381, 2018, 416, 2034]
table-head-cell: UR [1275, 739, 1297, 768]
page-folio: ଧରିତ୍ରୀ ୧୭ [840, 2, 942, 22]
table-cell: Rs. 9300/- P.M. [829, 2002, 946, 2018]
story-squash-body: ନୂଆଦିଲ୍ଲୀ,୧୪।୬ (ପି.ଟି.)- ଫ୍ରାନ୍ସରେ ଚାଲିଥିବା ବିଶ୍ୱ ଟିମ୍ ସ୍କ୍ୱାସ ଚାମ୍ପିୟନସିପର କ୍ୱାର୍ଟରଫାଇନାଲରେ ଭାରତ ଇଂଲଣ୍ଡ ହାତରେ ୦-୩ ବ୍ୟବଧାନରେ ପରାସ୍ତ ହୋଇଛି। ସୌରଭ ଘୋଷାଲ ଓ ହରିନ୍ଦର ପାଲ ସନ୍ଧୁ ନିଜ ନିଜ ମ୍ୟାଚରେ ହାରିଛନ୍ତି। [6, 1257, 366, 1318]
collector-post-table [972, 739, 1484, 847]
table-cell: Hindi Teacher [416, 1944, 493, 1986]
story-bronze-headline: ଭାରତକୁ ୧ରୌପ୍ୟ, ୪ବ୍ରୋଞ୍ଜ [383, 960, 549, 1012]
collector-point: (ଖ) ଯୁକ୍ତ ଦୁଇ (+2) କଳା/ ବାଣିଜ୍ୟ ବିଜ୍ଞାନ ସହ ଡି.ଏଡ୍. ତାଲିମ (Recognised by NCTE) [972, 286, 1382, 301]
collector-advertisement [962, 0, 1494, 2330]
iczm-col-head: As in IFB published & Bidding Data Sheet (BDS) [604, 780, 774, 809]
table-cell: -- [1275, 769, 1297, 785]
story-kabaddi-national [6, 468, 560, 910]
table-cell: 3 [381, 2002, 416, 2018]
table-cell: -- [1222, 769, 1275, 785]
table-cell: -- [1298, 801, 1337, 830]
table-cell: B.A. B.Ed [416, 2018, 493, 2034]
quotation-term: 7. The details of the make and year of manufacture of the vehicle, registration no., mileage (Kms covered per liter) and name of the driver with driving license no. and period of validity should be specifically provided in the general bid information to be furnished with the quotation. [30, 1979, 356, 2048]
table-row [381, 2002, 946, 2018]
table-cell: BSc.BEd [973, 769, 1069, 785]
iczm-corr: Corrigendum No.1 to INVITATIONS FOR BIDS (IFB) NATIONAL COMPETITIVE BIDDING [604, 636, 918, 668]
collector-point: (ଛ) CT କିମ୍ବା B.Ed. Training ର ଉତ୍ତୀର୍ଣ୍ଣ ପ୍ରମାଣପତ୍ର ତାଲିମ ଯୋଗ୍ୟତା ହିସାବରେ ବିବେଚିତ ହେବ। [972, 458, 1443, 473]
story-bronze [372, 960, 560, 1317]
story-powerlifting-headline: ରାଜ୍ୟ ଶକ୍ତି ଉତ୍ତୋଳନ ୨୧ରୁ [600, 32, 922, 113]
table-cell: Period of Sale of bid document : 16.05.13 to 16.06.2013 [604, 809, 774, 838]
quotation-address: At- Jagannathpur, Bonth Chhaka, Bhadrak. Tel. No. 06784-240979 [23, 1616, 349, 1629]
collector-point: (ଙ) ସ୍ନାତକରେ କଳା କିମ୍ବା ଉପଯୁକ୍ତ କର୍ତ୍ତୃପକ୍ଷଙ୍କ ଦ୍ୱାରା ଘୋଷିତ ସମତୁଲ ପରୀକ୍ଷାରେ ଉତ୍ତୀର୍ଣ୍ଣ ବି.ଏଡ୍. ତାଲିମ (Recognised by NCTE) [972, 389, 1484, 419]
ad-krushi-line: ଧାଡ଼ିରେ ଧାନ ରୁଅନ୍ତୁ [14, 1457, 153, 1478]
table-head-cell: 2 [416, 1927, 493, 1943]
column-rule [563, 30, 564, 1205]
story-squash-cont: ନୂଆଦିଲ୍ଲୀ,୧୪।୬ (ପି.ଟି.)- ଆଲମାଟିରେ ଅନୁଷ୍ଠିତ ଏସୀୟ ଜୁନିୟର କୁସ୍ତି ଚାମ୍ପିୟନସିପରେ ଭାରତ ଗୋଟିଏ ରୌପ୍ୟ ଓ ଚାରିଟି ବ୍ରୋଞ୍ଜ ପଦକ ଜିତିଛି। ଗ୍ରୀକୋ-ରୋମାନ ବିଭାଗରେ ଭାରତୀୟ କୁସ୍ତିଗିରମାନେ ଭଲ ପ୍ରଦର୍ଶନ କରିଛନ୍ତି। [192, 1390, 366, 1496]
collector-point: ୮. ଆବେଦନ ପତ୍ର ଶେଷ ତାରିଖ ପରେ ପହଞ୍ଚିଲେ ଗ୍ରହଣ କରାଯିବ ନାହିଁ। [972, 717, 1280, 732]
collector-point: (ଘ) ସ୍ନାତକରେ ବିଜ୍ଞାନ କିମ୍ବା ଉପଯୁକ୍ତ କର୍ତ୍ତୃପକ୍ଷଙ୍କ ଦ୍ୱାରା ଘୋଷିତ ସମତୁଲ ପରୀକ୍ଷାରେ ଉତ୍ତୀର୍ଣ୍ଣ HSC ସ୍ତରରେ ବି.ଏଡ୍. ତାଲିମ (Recognised by NCTE) [972, 355, 1484, 385]
table-cell: 01 [1148, 785, 1187, 801]
khordha-adv-no: No. 1279 [380, 1812, 429, 1827]
khordha-adv-title: Office of the Collector & District Magistrate, Khordha [380, 1768, 946, 1793]
table-cell: -- [1126, 830, 1148, 846]
collector-point: ୨. ଏହି ପଦବୀ ପାଇଁ ସର୍ବନିମ୍ନ ବୟସ ୧୮ ବର୍ଷ ଓ ସର୍ବାଧିକ ବୟସ ୩୨ ବର୍ଷ (ତା ୦୧।୦୧।୨୦୧୩ ସୁଦ୍ଧା)। ଅନୁସୂଚିତ ଜାତି, ଜନଜାତି, ମହିଳା ଓ ଏସ୍.ଇ.ବି.ସି. ପ୍ରାର୍ଥୀଙ୍କ ପାଇଁ ସର୍ବାଧିକ ବୟସ ସୀମାରେ ୫ ବର୍ଷ କୋହଳ କରାଯିବ। [972, 511, 1484, 541]
table-cell: 03 [1275, 830, 1297, 846]
table-cell: -- [1298, 785, 1337, 801]
table-cell: -- [1186, 801, 1222, 830]
khordha-adv-head: ADVERTISEMENT [571, 1810, 709, 1828]
table-head-cell: Minimum Qualification [548, 1885, 829, 1927]
table-row [575, 838, 948, 867]
table-cell: 01 [1068, 769, 1088, 785]
table-row [973, 830, 1484, 846]
table-cell: 01 [1068, 785, 1088, 801]
table-head-cell: Category of Post [416, 1885, 493, 1927]
table-row [973, 769, 1484, 785]
table-cell: Rs. 9300/- P.M. [829, 2018, 946, 2034]
table-cell: 02 [1222, 801, 1275, 830]
table-head-cell: 4 [548, 1927, 829, 1943]
application-place: ସ୍ଥାନ: [972, 1026, 995, 1041]
story-kabaddi-headline: ପଶ୍ଚିମବଙ୍ଗ, ୟୁପିର ବାଜିମାତ୍ [91, 492, 475, 532]
quotation-gov: Government of Odisha [94, 1557, 278, 1576]
table-cell: -- [1337, 830, 1443, 846]
table-cell: Matriculation (HSC) with CPED [548, 1986, 829, 2002]
